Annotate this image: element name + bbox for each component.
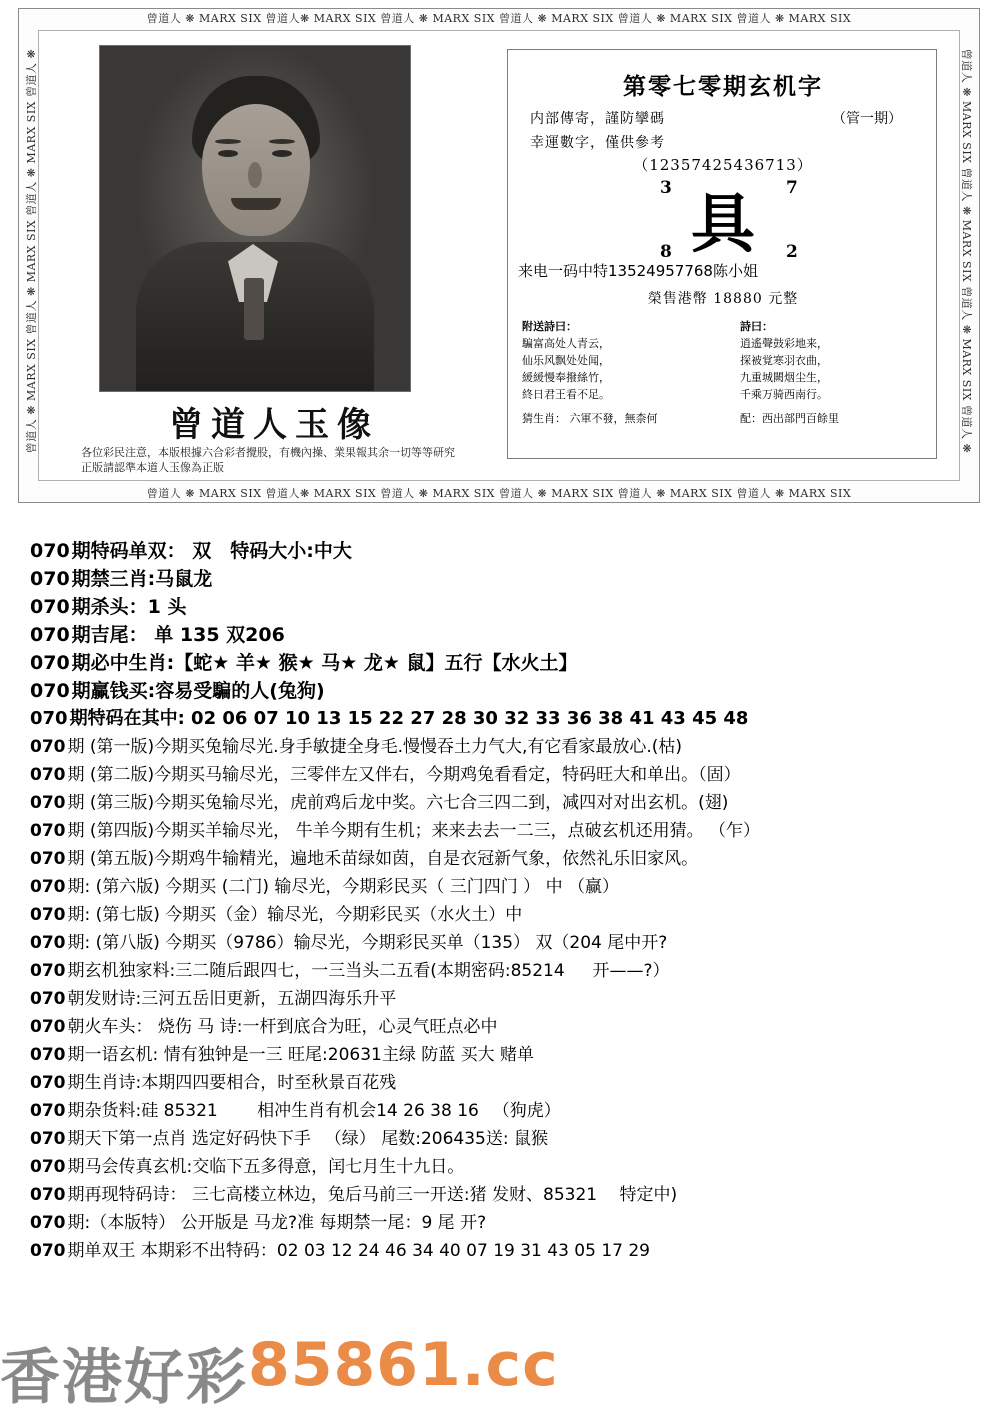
prediction-row xyxy=(30,848,970,870)
prediction-row xyxy=(30,540,970,562)
poem-right-line-3: 九重城闕烟尘生， xyxy=(740,371,828,384)
prediction-row xyxy=(30,1156,970,1178)
poem-footer-right: 配：西出部門百餘里 xyxy=(740,412,839,425)
prediction-row-index: 070 xyxy=(30,989,66,1009)
poem-right-line-4: 千乘万骑西南行。 xyxy=(740,388,828,401)
prediction-row-text: 期 (第二版)今期买马输尽光，三零伴左又伴右，今期鸡兔看看定，特码旺大和单出。（固） xyxy=(67,765,741,785)
prediction-list xyxy=(30,540,970,1268)
portrait-brow-left xyxy=(215,139,241,144)
prediction-row-index: 070 xyxy=(30,1101,66,1121)
corner-number-top-right: 7 xyxy=(786,178,798,198)
prediction-row-text: 期赢钱买:容易受騙的人(兔狗) xyxy=(71,680,325,702)
prediction-row-index: 070 xyxy=(30,652,70,674)
prediction-row-text: 期: (第八版) 今期买（9786）输尽光，今期彩民买单（135） 双（204 尾中开? xyxy=(67,933,668,953)
announcement-panel xyxy=(507,49,937,459)
prediction-row xyxy=(30,932,970,954)
announcement-period-note: （管一期） xyxy=(832,111,902,127)
prediction-row-text: 期 (第四版)今期买羊输尽光， 牛羊今期有生机；来来去去一二三，点破玄机还用猜。 （乍） xyxy=(67,821,760,841)
marquee-left: 曾道人 ❋ MARX SIX 曾道人 ❋ MARX SIX 曾道人 ❋ MARX SIX 曾道人 ❋ xyxy=(25,48,38,454)
prediction-row-index: 070 xyxy=(30,624,70,646)
marquee-top: 曾道人 ❋ MARX SIX 曾道人❋ MARX SIX 曾道人 ❋ MARX SIX 曾道人 ❋ MARX SIX 曾道人 ❋ MARX SIX 曾道人 ❋ MARX SIX xyxy=(146,12,852,25)
prediction-row xyxy=(30,876,970,898)
portrait-eye-left xyxy=(218,150,238,157)
prediction-row-index: 070 xyxy=(30,821,66,841)
poster-inner-frame xyxy=(38,30,960,481)
prediction-row-index: 070 xyxy=(30,933,66,953)
prediction-row-text: 期 (第五版)今期鸡牛输精光，遍地禾苗绿如茵，自是衣冠新气象，依然礼乐旧家风。 xyxy=(67,849,699,869)
marquee-right: 曾道人 ❋ MARX SIX 曾道人 ❋ MARX SIX 曾道人 ❋ MARX SIX 曾道人 ❋ xyxy=(960,48,973,454)
prediction-row xyxy=(30,1212,970,1234)
prediction-row-index: 070 xyxy=(30,793,66,813)
prediction-row-text: 期特码单双： 双 特码大小:中大 xyxy=(71,540,352,562)
poem-right-column xyxy=(740,318,926,403)
prediction-row xyxy=(30,764,970,786)
prediction-row-text: 期: (第七版) 今期买（金）输尽光，今期彩民买（水火土）中 xyxy=(67,905,523,925)
prediction-row-text: 朝火车头： 烧伤 马 诗:一杆到底合为旺，心灵气旺点必中 xyxy=(67,1017,498,1037)
prediction-row-text: 朝发财诗:三河五岳旧更新，五湖四海乐升平 xyxy=(67,989,397,1009)
corner-number-top-left: 3 xyxy=(660,178,672,198)
mystery-character: 具 xyxy=(691,187,755,262)
portrait-brow-right xyxy=(269,139,295,144)
poem-left-line-3: 緩緩慢奉撥絲竹， xyxy=(522,371,610,384)
prediction-row-index: 070 xyxy=(30,1213,66,1233)
prediction-row-text: 期: (第六版) 今期买 (二门) 输尽光，今期彩民买（ 三门四门 ） 中 （赢） xyxy=(67,877,619,897)
watermark-left: 香港好彩 xyxy=(0,1343,248,1413)
prediction-row-text: 期马会传真玄机:交临下五多得意，闰七月生十九日。 xyxy=(67,1157,465,1177)
prediction-row-text: 期杂货料:硅 85321 相冲生肖有机会14 26 38 16 （狗虎） xyxy=(67,1101,561,1121)
prediction-row-index: 070 xyxy=(30,1157,66,1177)
marquee-bottom: 曾道人 ❋ MARX SIX 曾道人❋ MARX SIX 曾道人 ❋ MARX SIX 曾道人 ❋ MARX SIX 曾道人 ❋ MARX SIX 曾道人 ❋ MARX SIX xyxy=(146,487,852,500)
prediction-row-text: 期天下第一点肖 选定好码快下手 （绿） 尾数:206435送: 鼠猴 xyxy=(67,1129,548,1149)
portrait-panel xyxy=(79,45,469,474)
poem-left-line-2: 仙乐风飘处处闻， xyxy=(522,354,610,367)
prediction-row xyxy=(30,1128,970,1150)
portrait-image xyxy=(100,46,410,391)
prediction-row-index: 070 xyxy=(30,905,66,925)
announcement-subtitle-2: 幸運數字，僅供參考 xyxy=(530,135,665,151)
prediction-row-text: 期杀头：1 头 xyxy=(71,596,187,618)
prediction-row xyxy=(30,988,970,1010)
prediction-row xyxy=(30,596,970,618)
prediction-row xyxy=(30,1184,970,1206)
poem-left-line-1: 騙富高处人青云， xyxy=(522,337,610,350)
prediction-row xyxy=(30,624,970,646)
prediction-row xyxy=(30,736,970,758)
prediction-row-index: 070 xyxy=(30,1017,66,1037)
prediction-row xyxy=(30,820,970,842)
prediction-row-index: 070 xyxy=(30,1045,66,1065)
prediction-row-text: 期 (第一版)今期买兔输尽光.身手敏捷全身毛.慢慢吞土力气大,有它看家最放心.(枯) xyxy=(67,737,683,757)
prediction-row xyxy=(30,960,970,982)
prediction-row-index: 070 xyxy=(30,708,68,729)
prediction-row-index: 070 xyxy=(30,961,66,981)
prediction-row-text: 期:（本版特） 公开版是 马龙?准 每期禁一尾：9 尾 开? xyxy=(67,1213,487,1233)
poem-left-column xyxy=(522,318,732,403)
poster-block xyxy=(18,8,980,503)
poem-right-line-2: 探被覚寒羽衣曲， xyxy=(740,354,828,367)
prediction-row-index: 070 xyxy=(30,596,70,618)
portrait-nose xyxy=(248,162,262,188)
announcement-subtitle-1: 内部傳寄，謹防攣碼 xyxy=(530,111,665,127)
prediction-row xyxy=(30,568,970,590)
prediction-row-text: 期再现特码诗： 三七高楼立林边，兔后马前三一开送:猪 发财、85321 特定中) xyxy=(67,1185,678,1205)
prediction-row-index: 070 xyxy=(30,540,70,562)
poem-left-heading: 附送詩曰： xyxy=(522,320,577,333)
prediction-row xyxy=(30,680,970,702)
announcement-title: 第零七零期玄机字 xyxy=(623,73,823,100)
portrait-photo xyxy=(99,45,411,392)
prediction-row xyxy=(30,1044,970,1066)
prediction-row xyxy=(30,904,970,926)
prediction-row-index: 070 xyxy=(30,1185,66,1205)
corner-number-bottom-right: 2 xyxy=(786,242,798,262)
prediction-row-text: 期生肖诗:本期四四要相合，时至秋景百花残 xyxy=(67,1073,397,1093)
portrait-caption: 曾道人玉像 xyxy=(169,405,379,445)
poem-right-heading: 詩曰： xyxy=(740,320,773,333)
prediction-row-text: 期吉尾： 单 135 双206 xyxy=(71,624,285,646)
prediction-row-text: 期 (第三版)今期买兔输尽光，虎前鸡后龙中奖。六七合三四二到，减四对对出玄机。(翅) xyxy=(67,793,729,813)
contact-phone-line: 来电一码中特13524957768陈小姐 xyxy=(518,262,758,280)
portrait-tie xyxy=(244,278,264,340)
poem-footer-left: 猜生肖： 六軍不發，無柰何 xyxy=(522,412,658,425)
watermark-right: 85861.cc xyxy=(248,1330,559,1400)
corner-number-bottom-left: 8 xyxy=(660,242,672,262)
prediction-row-index: 070 xyxy=(30,568,70,590)
prediction-row-index: 070 xyxy=(30,765,66,785)
prediction-row xyxy=(30,1240,970,1262)
prediction-row xyxy=(30,1100,970,1122)
prediction-row xyxy=(30,708,970,730)
prediction-row-text: 期禁三肖:马鼠龙 xyxy=(71,568,213,590)
portrait-note: 各位彩民注意，本版根據六合彩者攪股，有機內操、業果報其余一切等等研究正版請認準本道人玉像為正版 xyxy=(81,446,455,474)
poem-left-line-4: 終日君王看不足。 xyxy=(522,388,610,401)
prediction-row-text: 期单双王 本期彩不出特码：02 03 12 24 46 34 40 07 19 31 43 05 17 29 xyxy=(67,1241,650,1261)
prediction-row-index: 070 xyxy=(30,849,66,869)
poem-area xyxy=(522,318,926,448)
prediction-row-index: 070 xyxy=(30,737,66,757)
portrait-eye-right xyxy=(272,150,292,157)
prediction-row xyxy=(30,1072,970,1094)
poem-right-line-1: 逍遙聲鼓彩地来， xyxy=(740,337,828,350)
prediction-row-text: 期必中生肖:【蛇★ 羊★ 猴★ 马★ 龙★ 鼠】五行【水火土】 xyxy=(71,652,578,674)
prediction-row-index: 070 xyxy=(30,1129,66,1149)
prediction-row xyxy=(30,792,970,814)
prediction-row-text: 期特码在其中: 02 06 07 10 13 15 22 27 28 30 32 33 36 38 41 43 45 48 xyxy=(69,708,749,729)
prediction-row-index: 070 xyxy=(30,1073,66,1093)
price-line: 榮售港幣 18880 元整 xyxy=(647,291,799,307)
announcement-lucky-numbers: （12357425436713） xyxy=(633,156,813,174)
prediction-row-text: 期玄机独家料:三二随后跟四七，一三当头二五看(本期密码:85214 开——?） xyxy=(67,961,670,981)
prediction-row-index: 070 xyxy=(30,877,66,897)
portrait-mouth xyxy=(231,198,281,210)
prediction-row-index: 070 xyxy=(30,680,70,702)
prediction-row-text: 期一语玄机: 情有独钟是一三 旺尾:20631主绿 防蓝 买大 赌单 xyxy=(67,1045,535,1065)
prediction-row xyxy=(30,652,970,674)
prediction-row xyxy=(30,1016,970,1038)
prediction-row-index: 070 xyxy=(30,1241,66,1261)
